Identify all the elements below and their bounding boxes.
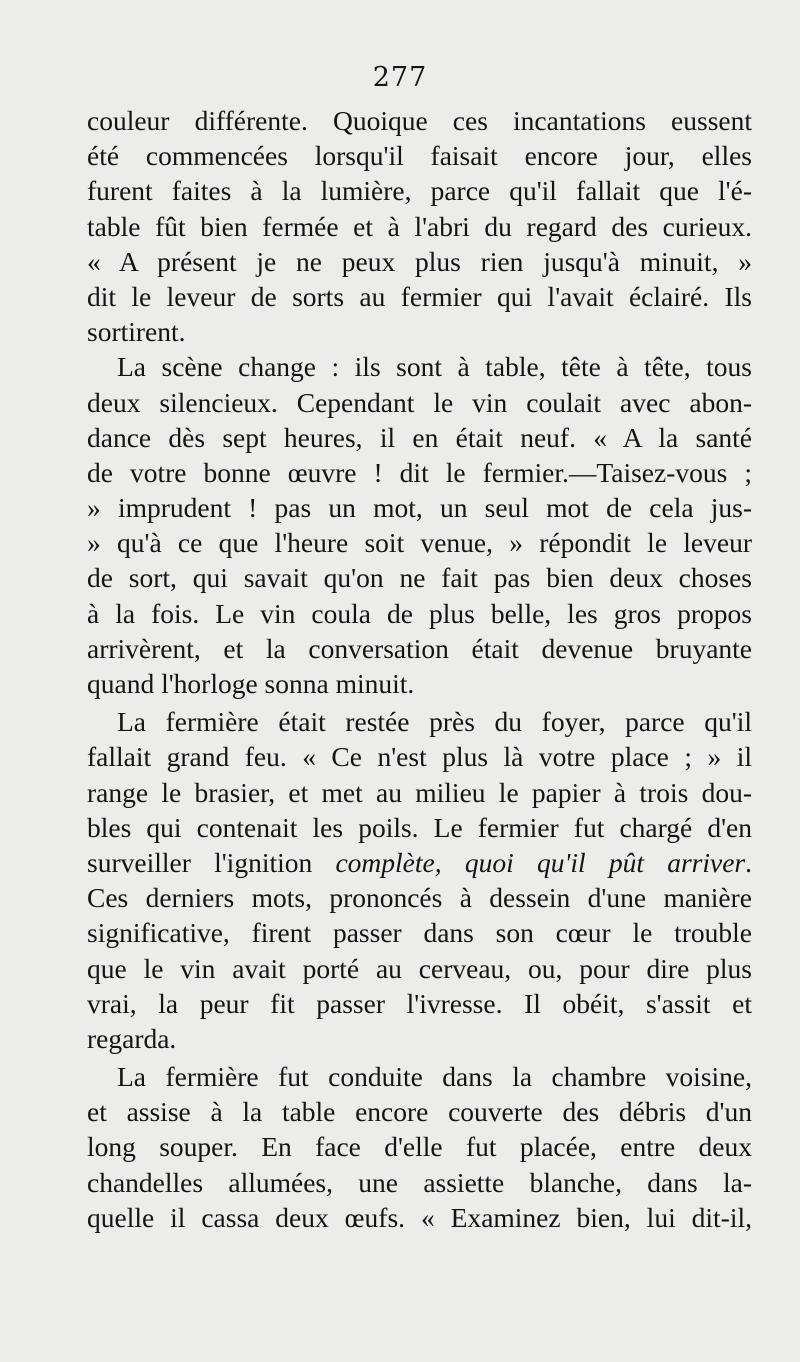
text-line: arrivèrent, et la conversation était devenue bruyante [87,632,752,664]
text-line: long souper. En face d'elle fut placée, entre deux [87,1131,752,1163]
text-line: » qu'à ce que l'heure soit venue, » répondit le leveur [87,527,752,559]
page-number: 277 [372,62,428,93]
body-text [87,103,752,1235]
paragraph-4 [87,1059,752,1235]
text-line: deux silencieux. Cependant le vin coulait avec abon- [87,386,752,418]
paragraph-1 [87,103,752,349]
text-line: « A présent je ne peux plus rien jusqu'à minuit, » [87,245,752,277]
text-line: bles qui contenait les poils. Le fermier fut chargé d'en [87,811,752,843]
text-line: significative, firent passer dans son cœur le trouble [87,917,752,949]
text-segment: surveiller l'ignition [87,846,336,878]
text-line: table fût bien fermée et à l'abri du regard des curieux. [87,210,752,242]
text-line: range le brasier, et met au milieu le papier à trois dou- [87,776,752,808]
text-line: quelle il cassa deux œufs. « Examinez bien, lui dit-il, [87,1201,752,1233]
text-line: regarda. [87,1022,177,1054]
text-line: dit le leveur de sorts au fermier qui l'avait éclairé. Ils [87,280,752,312]
italic-text: complète, quoi qu'il pût arriver [335,846,746,878]
text-line: La fermière était restée près du foyer, parce qu'il [117,706,752,738]
text-line: de sort, qui savait qu'on ne fait pas bien deux choses [87,562,752,594]
text-line: La scène change : ils sont à table, tête à tête, tous [117,351,752,383]
text-line: vrai, la peur fit passer l'ivresse. Il obéit, s'assit et [87,987,752,1019]
text-line: couleur différente. Quoique ces incantations eussent [87,105,752,136]
text-line-with-italic [87,845,752,880]
text-line: » imprudent ! pas un mot, un seul mot de cela jus- [87,492,752,524]
paragraph-2 [87,349,752,701]
text-line: chandelles allumées, une assiette blanche, dans la- [87,1166,752,1198]
text-line: furent faites à la lumière, parce qu'il fallait que l'é- [87,175,752,207]
text-line: sortirent. [87,316,186,348]
text-line: de votre bonne œuvre ! dit le fermier.—Taisez-vous ; [87,456,752,488]
text-line: à la fois. Le vin coula de plus belle, les gros propos [87,597,752,629]
paragraph-3 [87,704,752,1056]
text-segment: . [745,846,752,878]
text-line: et assise à la table encore couverte des débris d'un [87,1096,752,1128]
text-line: que le vin avait porté au cerveau, ou, pour dire plus [87,952,752,984]
text-line: quand l'horloge sonna minuit. [87,668,415,699]
text-line: fallait grand feu. « Ce n'est plus là votre place ; » il [87,741,752,773]
text-line: La fermière fut conduite dans la chambre voisine, [117,1061,752,1093]
text-line: Ces derniers mots, prononcés à dessein d'une manière [87,882,752,914]
text-line: dance dès sept heures, il en était neuf. « A la santé [87,421,752,453]
text-line: été commencées lorsqu'il faisait encore jour, elles [87,140,752,172]
